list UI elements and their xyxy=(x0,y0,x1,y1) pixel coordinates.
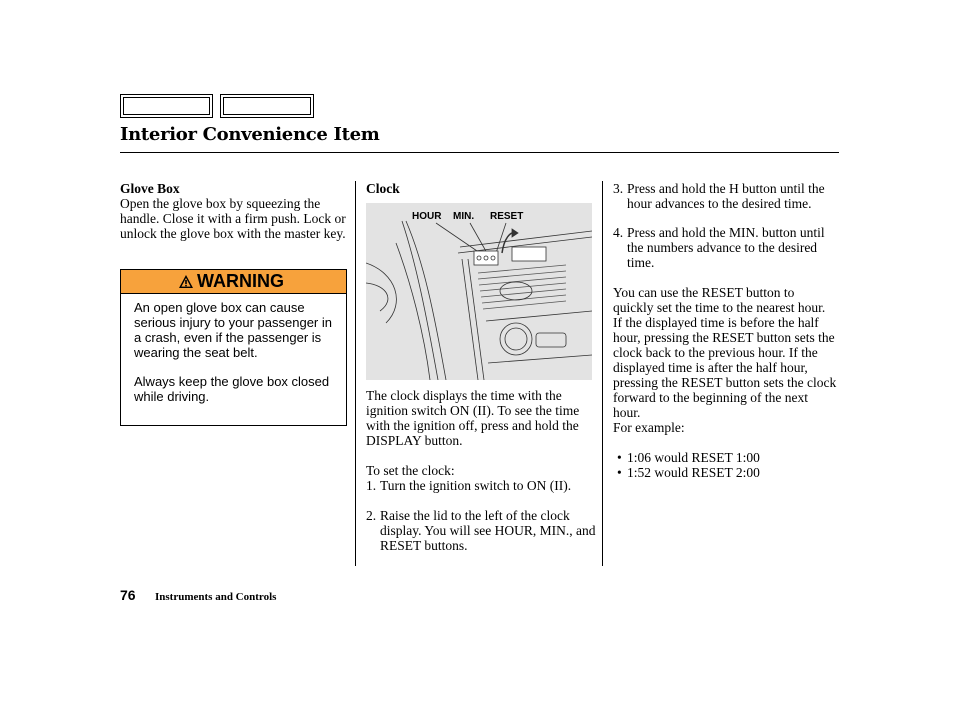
clock-set-intro: To set the clock: xyxy=(366,463,455,478)
dashboard-drawing xyxy=(366,203,592,380)
figure-label-hour: HOUR xyxy=(412,211,442,222)
clock-section-heading-wrap xyxy=(366,181,596,196)
step-text: Press and hold the H button until the hour advances to the desired time. xyxy=(627,181,825,211)
step-text: Raise the lid to the left of the clock display. You will see HOUR, MIN., and RESET buttons. xyxy=(380,508,596,553)
nav-next-button[interactable] xyxy=(220,94,314,118)
clock-intro: The clock displays the time with the ignition switch ON (II). To see the time with the ignition off, press and hold the DISPLAY button. xyxy=(366,388,580,448)
warning-triangle-icon xyxy=(178,274,194,289)
example-intro: For example: xyxy=(613,420,685,435)
figure-label-reset: RESET xyxy=(490,211,524,222)
step-number: 4. xyxy=(613,225,624,240)
step-item xyxy=(613,181,837,211)
step-number: 2. xyxy=(366,508,377,523)
warning-paragraph: Always keep the glove box closed while driving. xyxy=(134,374,330,404)
step-number: 1. xyxy=(366,478,377,493)
glove-box-heading: Glove Box xyxy=(120,181,180,196)
warning-paragraph: An open glove box can cause serious injury to your passenger in a crash, even if the passenger is wearing the seat belt. xyxy=(134,300,332,360)
step-item xyxy=(366,478,598,493)
page-number: 76 xyxy=(120,587,136,603)
nav-next-frame xyxy=(223,97,311,115)
example-item: • 1:06 would RESET 1:00 xyxy=(613,450,837,465)
warning-text xyxy=(134,300,339,418)
clock-body xyxy=(366,388,598,553)
glove-box-body: Open the glove box by squeezing the handle. Close it with a firm push. Lock or unlock the glove box with the master key. xyxy=(120,196,346,241)
clock-continued xyxy=(613,181,837,480)
step-text: Press and hold the MIN. button until the numbers advance to the desired time. xyxy=(627,225,825,270)
glove-box-section xyxy=(120,181,348,241)
title-divider xyxy=(120,152,839,153)
nav-previous-button[interactable] xyxy=(120,94,213,118)
nav-previous-frame xyxy=(123,97,210,115)
clock-heading: Clock xyxy=(366,181,400,196)
column-divider-left xyxy=(355,181,356,566)
clock-illustration xyxy=(366,203,592,380)
step-number: 3. xyxy=(613,181,624,196)
step-item xyxy=(613,225,837,270)
warning-label: WARNING xyxy=(197,271,284,291)
example-item: • 1:52 would RESET 2:00 xyxy=(613,465,837,480)
section-name: Instruments and Controls xyxy=(155,591,277,603)
figure-label-min: MIN. xyxy=(453,211,475,222)
reset-explanation: You can use the RESET button to quickly set the time to the nearest hour. If the displayed time is before the half hour, pressing the RESET button sets the clock back to the previous hour. If the displayed time is after the half hour, pressing the RESET button sets the clock forward to the beginning of the next hour. xyxy=(613,285,837,420)
step-item xyxy=(366,508,598,553)
step-text: Turn the ignition switch to ON (II). xyxy=(380,478,572,493)
warning-bar xyxy=(121,270,346,294)
column-divider-right xyxy=(602,181,603,566)
warning-box xyxy=(120,269,347,426)
page-title: Interior Convenience Item xyxy=(120,124,380,145)
